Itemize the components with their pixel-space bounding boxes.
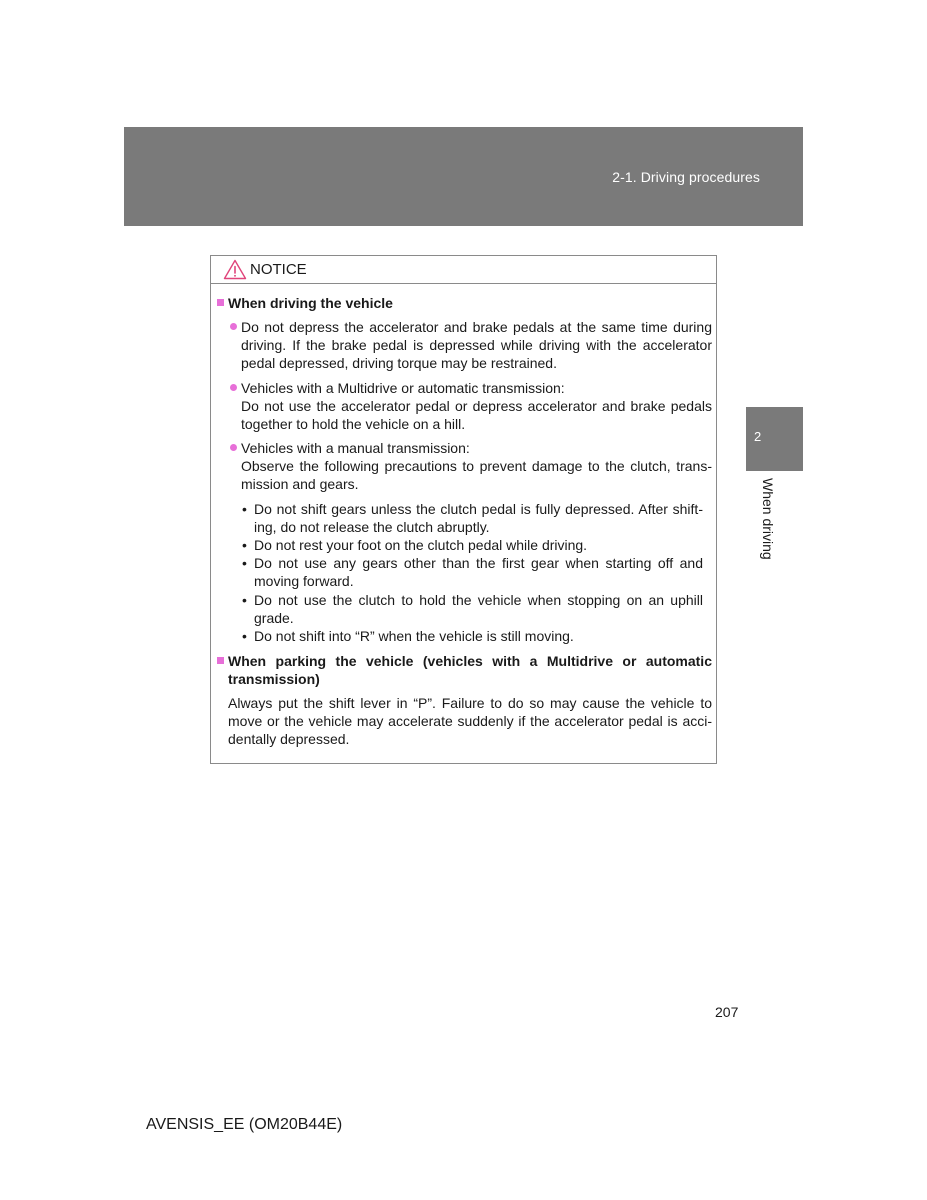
- section-title: 2-1. Driving procedures: [612, 169, 760, 185]
- header-band: [124, 127, 803, 226]
- list-item: Vehicles with a manual transmission:: [241, 440, 470, 456]
- page-number: 207: [715, 1004, 739, 1020]
- chapter-tab: [746, 407, 803, 471]
- warning-triangle-icon: [223, 259, 247, 280]
- section-body: Always put the shift lever in “P”. Failure to do so may cause the vehicle to move or the vehicle may accelerate suddenly if the accelerator pedal is acci-dentally depressed.: [228, 695, 712, 748]
- notice-box: [210, 255, 717, 764]
- notice-header: [211, 256, 716, 284]
- sub-bullet: •: [242, 628, 247, 644]
- sub-bullet: •: [242, 537, 247, 553]
- sub-list-item: Do not use the clutch to hold the vehicle when stopping on an uphill grade.: [254, 592, 703, 627]
- list-bullet: [230, 384, 237, 391]
- list-item: Vehicles with a Multidrive or automatic transmission:: [241, 380, 565, 396]
- list-item-detail: Do not use the accelerator pedal or depress accelerator and brake pedals together to hold the vehicle on a hill.: [241, 398, 712, 433]
- footer-code: AVENSIS_EE (OM20B44E): [146, 1116, 343, 1133]
- list-item-detail: Observe the following precautions to prevent damage to the clutch, trans-mission and gears.: [241, 458, 712, 493]
- sub-list-item: Do not rest your foot on the clutch pedal while driving.: [254, 537, 588, 553]
- sub-list-item: Do not use any gears other than the first gear when starting off and moving forward.: [254, 555, 703, 590]
- sub-list-item: Do not shift gears unless the clutch pedal is fully depressed. After shift-ing, do not release the clutch abruptly.: [254, 501, 703, 536]
- sub-bullet: •: [242, 555, 247, 571]
- list-item: Do not depress the accelerator and brake pedals at the same time during driving. If the brake pedal is depressed while driving with the accelerator pedal depressed, driving torque may be restrained.: [241, 319, 712, 372]
- section-heading: When driving the vehicle: [228, 295, 393, 311]
- section-heading: When parking the vehicle (vehicles with a Multidrive or automatic transmission): [228, 653, 712, 687]
- sub-bullet: •: [242, 501, 247, 517]
- section-bullet: [217, 299, 224, 306]
- notice-title: NOTICE: [250, 261, 307, 278]
- list-bullet: [230, 323, 237, 330]
- chapter-number: 2: [754, 429, 762, 444]
- sub-bullet: •: [242, 592, 247, 608]
- list-bullet: [230, 444, 237, 451]
- chapter-label: When driving: [760, 478, 776, 560]
- section-bullet: [217, 657, 224, 664]
- sub-list-item: Do not shift into “R” when the vehicle is still moving.: [254, 628, 574, 644]
